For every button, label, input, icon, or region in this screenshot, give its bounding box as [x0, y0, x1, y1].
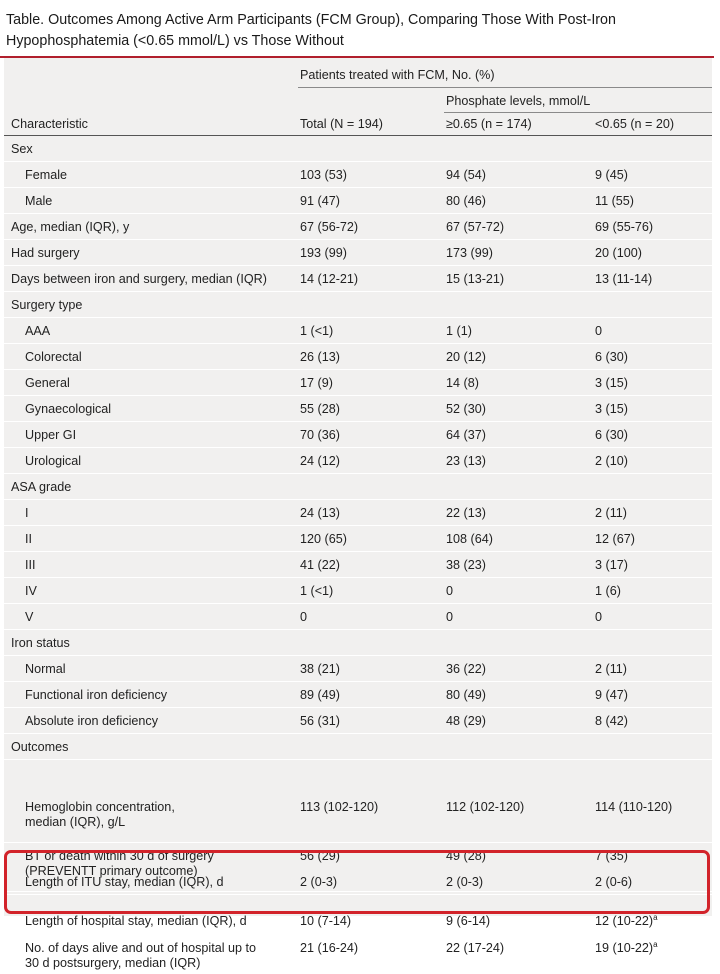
cell-value: 9 (45) — [595, 168, 628, 182]
table-row — [4, 500, 712, 526]
table-row — [4, 682, 712, 708]
outcomes-table — [4, 58, 712, 970]
cell-value: 7 (35) — [595, 849, 628, 863]
cell-value: 6 (30) — [595, 350, 628, 364]
cell-value: 2 (10) — [595, 454, 628, 468]
cell-value: 1 (6) — [595, 584, 621, 598]
cell-total — [300, 323, 333, 339]
cell-low — [595, 167, 628, 183]
cell-value: 11 (55) — [595, 194, 634, 208]
row-label: III — [25, 558, 36, 572]
cell-high — [446, 193, 486, 209]
cell-value: 22 (17-24) — [446, 941, 505, 955]
cell-total — [300, 661, 340, 677]
cell-high — [446, 323, 472, 339]
cell-value: 6 (30) — [595, 428, 628, 442]
cell-value: 0 — [595, 610, 603, 624]
cell-low — [595, 583, 621, 599]
table-row — [4, 136, 712, 162]
table-row — [4, 344, 712, 370]
row-label: BT or death within 30 d of surgery — [25, 849, 214, 863]
cell-value: 108 (64) — [446, 532, 493, 546]
row-label: V — [25, 610, 34, 624]
cell-value: 20 (100) — [595, 246, 642, 260]
header-group: Patients treated with FCM, No. (%) — [300, 68, 495, 82]
cell-value: 48 (29) — [446, 714, 486, 728]
cell-value: 80 (49) — [446, 688, 486, 702]
cell-total — [300, 349, 340, 365]
cell-value: 64 (37) — [446, 428, 486, 442]
cell-value: 91 (47) — [300, 194, 340, 208]
cell-value: 24 (12) — [300, 454, 340, 468]
cell-value: 67 (56-72) — [300, 220, 359, 234]
row-label: Colorectal — [25, 350, 82, 364]
cell-low — [595, 271, 652, 287]
row-label: Length of hospital stay, median (IQR), d — [25, 914, 247, 928]
row-label-continued: median (IQR), g/L — [25, 815, 126, 829]
cell-low — [595, 349, 628, 365]
table-row — [4, 656, 712, 682]
cell-high — [446, 453, 486, 469]
header-characteristic: Characteristic — [11, 117, 88, 131]
cell-total — [300, 453, 340, 469]
cell-high — [446, 940, 504, 956]
row-label: No. of days alive and out of hospital up to — [25, 941, 257, 955]
table-row — [4, 188, 712, 214]
row-label: Hemoglobin concentration, — [25, 800, 175, 814]
table-row — [4, 266, 712, 292]
cell-value: 8 (42) — [595, 714, 628, 728]
cell-total — [300, 609, 307, 625]
cell-value: 3 (17) — [595, 558, 628, 572]
cell-high — [446, 583, 453, 599]
cell-total — [300, 557, 340, 573]
cell-high — [446, 375, 479, 391]
cell-value: 13 (11-14) — [595, 272, 653, 286]
table-row — [4, 708, 712, 734]
cell-total — [300, 375, 333, 391]
cell-total — [300, 193, 340, 209]
row-label: Functional iron deficiency — [25, 688, 168, 702]
cell-value: 1 (<1) — [300, 584, 334, 598]
cell-value: 0 — [595, 324, 603, 338]
cell-value: 12 (67) — [595, 532, 635, 546]
cell-value: 1 (<1) — [300, 324, 334, 338]
cell-value: 55 (28) — [300, 402, 340, 416]
row-label: Days between iron and surgery, median (IQR) — [11, 272, 267, 286]
cell-total — [300, 913, 351, 929]
table-caption: Table. Outcomes Among Active Arm Participants (FCM Group), Comparing Those With Post-Iron Hypophosphatemia (<0.65 mmol/L) vs Those Without — [6, 12, 616, 49]
cell-high — [446, 913, 490, 929]
header-subgroup-rule — [444, 112, 712, 113]
cell-value: 1 (1) — [446, 324, 472, 338]
cell-high — [446, 427, 486, 443]
cell-total — [300, 427, 340, 443]
cell-high — [446, 219, 504, 235]
cell-high — [446, 349, 486, 365]
cell-value: 23 (13) — [446, 454, 486, 468]
cell-value: 24 (13) — [300, 506, 340, 520]
row-label: Length of ITU stay, median (IQR), d — [25, 875, 224, 889]
table-row — [4, 578, 712, 604]
cell-value: 0 — [446, 610, 454, 624]
cell-value: 41 (22) — [300, 558, 340, 572]
cell-low — [595, 375, 628, 391]
cell-value: 0 — [300, 610, 308, 624]
table-row — [4, 370, 712, 396]
table-row — [4, 292, 712, 318]
cell-total — [300, 505, 340, 521]
cell-value: 0 — [446, 584, 454, 598]
cell-value: 20 (12) — [446, 350, 486, 364]
cell-value: 38 (23) — [446, 558, 486, 572]
cell-high — [446, 167, 486, 183]
cell-value: 22 (13) — [446, 506, 486, 520]
cell-value: 2 (0-3) — [446, 875, 484, 889]
table-row — [4, 396, 712, 422]
cell-high — [446, 505, 486, 521]
cell-total — [300, 245, 347, 261]
row-label: I — [25, 506, 29, 520]
cell-value: 173 (99) — [446, 246, 493, 260]
header-group-rule — [298, 87, 712, 88]
cell-high — [446, 401, 486, 417]
cell-value: 69 (55-76) — [595, 220, 654, 234]
cell-value: 12 (10-22) — [595, 914, 654, 928]
cell-total — [300, 531, 347, 547]
table-row — [4, 604, 712, 630]
row-label: Female — [25, 168, 67, 182]
row-label: Male — [25, 194, 53, 208]
cell-total — [300, 401, 340, 417]
cell-value: 49 (28) — [446, 849, 486, 863]
cell-value: 36 (22) — [446, 662, 486, 676]
highlight-box — [4, 850, 710, 914]
table-row — [4, 448, 712, 474]
header-high-phosphate: ≥0.65 (n = 174) — [446, 117, 532, 131]
row-label: Absolute iron deficiency — [25, 714, 159, 728]
cell-value: 19 (10-22) — [595, 941, 654, 955]
cell-value: 120 (65) — [300, 532, 347, 546]
cell-value: 113 (102-120) — [300, 800, 379, 814]
cell-value: 80 (46) — [446, 194, 486, 208]
cell-low — [595, 401, 628, 417]
cell-high — [446, 609, 453, 625]
cell-value: 103 (53) — [300, 168, 347, 182]
cell-value: 2 (11) — [595, 506, 627, 520]
cell-value: 56 (29) — [300, 849, 340, 863]
cell-low — [595, 940, 658, 956]
footnote-marker: a — [653, 939, 658, 949]
table-row — [4, 526, 712, 552]
cell-value: 52 (30) — [446, 402, 486, 416]
table-row — [4, 474, 712, 500]
cell-low — [595, 323, 602, 339]
cell-total — [300, 940, 358, 956]
row-label-continued: 30 d postsurgery, median (IQR) — [25, 956, 201, 970]
table-row — [4, 214, 712, 240]
row-label: Had surgery — [11, 246, 80, 260]
cell-value: 2 (0-3) — [300, 875, 338, 889]
cell-low — [595, 913, 658, 929]
cell-high — [446, 271, 504, 287]
cell-low — [595, 609, 602, 625]
cell-value: 2 (0-6) — [595, 875, 633, 889]
cell-total — [300, 687, 340, 703]
table-row — [4, 734, 712, 760]
cell-total — [300, 583, 333, 599]
cell-low — [595, 661, 627, 677]
cell-total — [300, 219, 358, 235]
row-label-continued: (PREVENTT primary outcome) — [25, 864, 198, 878]
cell-low — [595, 219, 653, 235]
cell-value: 114 (110-120) — [595, 800, 673, 814]
footnote-marker: a — [653, 912, 658, 922]
cell-low — [595, 193, 634, 209]
cell-value: 112 (102-120) — [446, 800, 525, 814]
cell-high — [446, 799, 524, 815]
table-row — [4, 630, 712, 656]
row-label: Urological — [25, 454, 81, 468]
cell-high — [446, 557, 486, 573]
table-row — [4, 794, 712, 843]
table-row — [4, 422, 712, 448]
table-row — [4, 935, 712, 974]
cell-low — [595, 427, 628, 443]
header-total: Total (N = 194) — [300, 117, 383, 131]
cell-value: 56 (31) — [300, 714, 340, 728]
cell-low — [595, 245, 642, 261]
cell-value: 67 (57-72) — [446, 220, 505, 234]
cell-value: 14 (8) — [446, 376, 479, 390]
cell-value: 15 (13-21) — [446, 272, 505, 286]
cell-low — [595, 713, 628, 729]
cell-high — [446, 661, 486, 677]
cell-low — [595, 557, 628, 573]
cell-value: 94 (54) — [446, 168, 486, 182]
row-label: AAA — [25, 324, 51, 338]
cell-value: 14 (12-21) — [300, 272, 359, 286]
row-label: Gynaecological — [25, 402, 112, 416]
cell-value: 26 (13) — [300, 350, 340, 364]
row-label: Normal — [25, 662, 66, 676]
row-label: Upper GI — [25, 428, 77, 442]
cell-total — [300, 799, 378, 815]
header-subgroup: Phosphate levels, mmol/L — [446, 94, 591, 108]
cell-total — [300, 271, 358, 287]
table-row — [4, 240, 712, 266]
cell-low — [595, 687, 628, 703]
row-label: II — [25, 532, 32, 546]
row-label: Iron status — [11, 636, 70, 650]
cell-value: 9 (47) — [595, 688, 628, 702]
table-row — [4, 162, 712, 188]
cell-value: 193 (99) — [300, 246, 347, 260]
header-low-phosphate: <0.65 (n = 20) — [595, 117, 675, 131]
cell-high — [446, 713, 486, 729]
cell-total — [300, 713, 340, 729]
cell-value: 3 (15) — [595, 376, 628, 390]
cell-low — [595, 799, 672, 815]
cell-value: 38 (21) — [300, 662, 340, 676]
cell-high — [446, 245, 493, 261]
cell-low — [595, 453, 628, 469]
table-row — [4, 318, 712, 344]
row-label: IV — [25, 584, 37, 598]
cell-value: 2 (11) — [595, 662, 627, 676]
cell-total — [300, 167, 347, 183]
cell-value: 17 (9) — [300, 376, 333, 390]
cell-value: 9 (6-14) — [446, 914, 491, 928]
cell-value: 10 (7-14) — [300, 914, 352, 928]
table-row — [4, 552, 712, 578]
row-label: Outcomes — [11, 740, 69, 754]
cell-high — [446, 687, 486, 703]
row-label: Surgery type — [11, 298, 83, 312]
cell-value: 3 (15) — [595, 402, 628, 416]
cell-value: 70 (36) — [300, 428, 340, 442]
row-label: Age, median (IQR), y — [11, 220, 130, 234]
cell-low — [595, 531, 635, 547]
row-label: Sex — [11, 142, 33, 156]
cell-high — [446, 531, 493, 547]
row-label: ASA grade — [11, 480, 72, 494]
cell-value: 21 (16-24) — [300, 941, 359, 955]
cell-value: 89 (49) — [300, 688, 340, 702]
cell-low — [595, 505, 627, 521]
row-label: General — [25, 376, 70, 390]
